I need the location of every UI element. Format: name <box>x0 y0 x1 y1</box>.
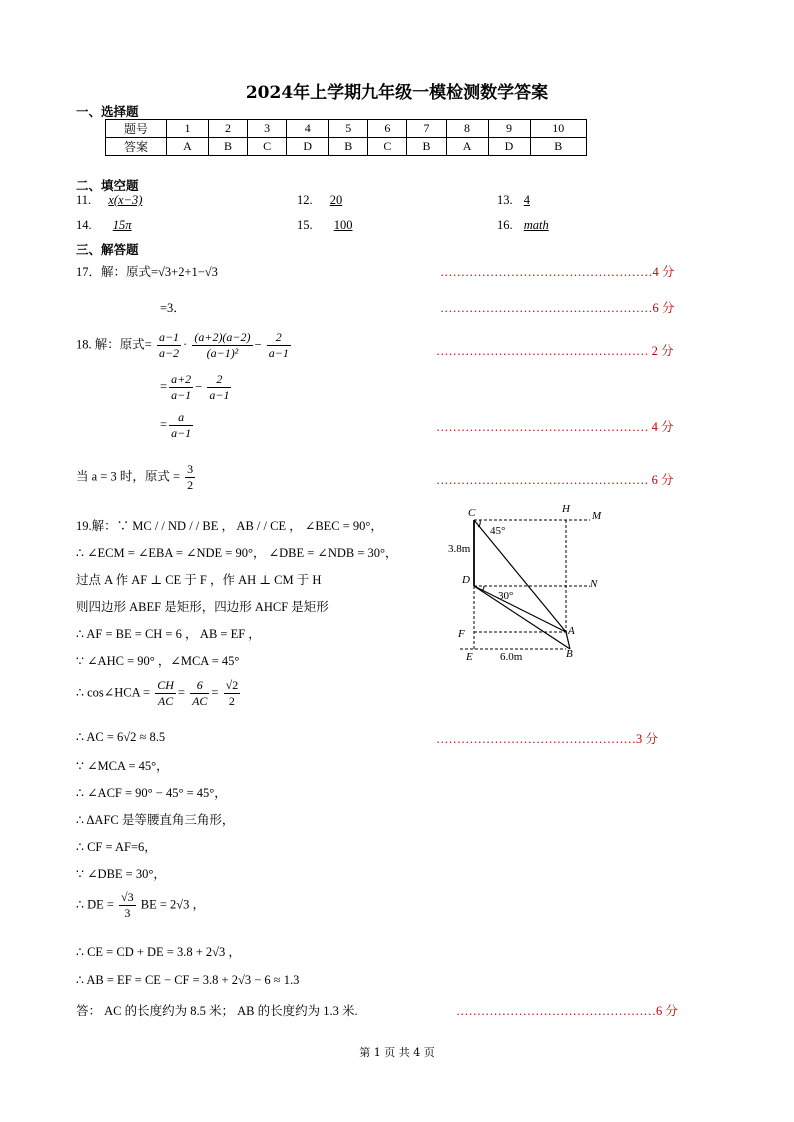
fraction: $\frac{6}{AC}$ <box>192 678 208 708</box>
q17-score-2: ……………………………………………6 分 <box>440 301 675 315</box>
table-cell: D <box>287 138 329 156</box>
fill-answer: x(x−3) <box>108 193 143 207</box>
segment-ca <box>474 520 566 632</box>
segment-da <box>474 586 566 632</box>
q19-line-4: 则四边形 ABEF 是矩形，四边形 AHCF 是矩形 <box>76 600 329 614</box>
label-b: B <box>566 648 573 660</box>
table-cell: 10 <box>530 120 587 138</box>
q19-line-8: ∴ AC = 6√2 ≈ 8.5 <box>76 730 166 744</box>
table-cell: 5 <box>329 120 368 138</box>
fill-item-14 <box>76 218 156 233</box>
section-choice-heading: 一、选择题 <box>76 104 139 119</box>
section-solve-heading: 三、解答题 <box>76 242 139 257</box>
q17-line-1: 17．解：原式=√3+2+1−√3 <box>76 265 218 279</box>
fill-item-11 <box>76 193 142 208</box>
q18-score-1: …………………………………………… 2 分 <box>436 344 674 358</box>
table-cell: B <box>208 138 247 156</box>
page-footer: 第 1 页 共 4 页 <box>359 1046 435 1059</box>
fill-number: 12. <box>297 193 313 207</box>
fill-answer: 15π <box>112 218 132 232</box>
q17-line-2: =3． <box>160 301 186 315</box>
table-cell: B <box>329 138 368 156</box>
q19-line-13: ∵ ∠DBE = 30°， <box>76 867 166 881</box>
table-cell: D <box>488 138 530 156</box>
fill-number: 16. <box>497 218 513 232</box>
label-a: A <box>568 625 575 637</box>
page-title: 2024年上学期九年级一模检测数学答案 <box>245 83 549 103</box>
q18-line-1: 18. 解：原式= $\frac{a-1}{a-2}$ · $\frac{(a+2)(a-2)}{\text{(a−1)²}}$ − $\frac{2}{a-1}$ <box>76 330 289 360</box>
length-label-cd: 3.8m <box>448 543 471 555</box>
fill-answer: 100 <box>333 218 353 232</box>
section-fill-heading: 二、填空题 <box>76 178 139 193</box>
length-label-eb: 6.0m <box>500 651 523 663</box>
table-cell: A <box>167 138 209 156</box>
table-cell: 3 <box>248 120 287 138</box>
fraction: $\frac{a+2}{a-1}$ <box>171 372 192 402</box>
q19-score-1: …………………………………………3 分 <box>436 732 658 746</box>
label-n: N <box>590 578 598 590</box>
fraction: $\frac{CH}{AC}$ <box>157 678 174 708</box>
label-f: F <box>458 628 465 640</box>
q19-score-2: …………………………………………6 分 <box>456 1004 678 1018</box>
table-cell: 8 <box>446 120 488 138</box>
geometry-figure <box>440 498 620 668</box>
fraction: $\frac{a}{a-1}$ <box>171 410 192 440</box>
q18-line-4: 当 a = 3 时，原式 = $\frac{3}{2}$ <box>76 462 194 492</box>
q19-line-7: ∴ cos∠HCA = $\frac{CH}{AC}$ = $\frac{6}{AC}$ = $\frac{√2}{2}$ <box>76 678 239 708</box>
table-cell: B <box>530 138 587 156</box>
q18-score-3: …………………………………………… 6 分 <box>436 473 674 487</box>
table-cell: 题号 <box>106 120 167 138</box>
fraction: $\frac{(a+2)(a-2)}{\text{(a−1)²}}$ <box>194 330 251 360</box>
q19-line-10: ∴ ∠ACF = 90° − 45° = 45°， <box>76 786 227 800</box>
fill-answer: math <box>523 218 549 232</box>
table-cell: 2 <box>208 120 247 138</box>
q19-line-5: ∴ AF = BE = CH = 6 ， AB = EF ， <box>76 627 261 641</box>
q19-line-14: ∴ DE = $\frac{√3}{3}$ BE = 2√3 ， <box>76 890 206 920</box>
table-cell: B <box>407 138 446 156</box>
q19-line-16: ∴ AB = EF = CE − CF = 3.8 + 2√3 − 6 ≈ 1.3 <box>76 973 300 987</box>
fraction: $\frac{√3}{3}$ <box>121 890 134 920</box>
fill-answer: 20 <box>329 193 343 207</box>
q18-score-2: …………………………………………… 4 分 <box>436 420 674 434</box>
table-cell: C <box>368 138 407 156</box>
table-row <box>106 120 587 138</box>
q19-line-6: ∵ ∠AHC = 90° ，∠MCA = 45° <box>76 654 240 668</box>
table-cell: 6 <box>368 120 407 138</box>
label-d: D <box>462 574 470 586</box>
fill-item-12 <box>297 193 342 208</box>
fill-answer: 4 <box>523 193 530 207</box>
table-cell: 答案 <box>106 138 167 156</box>
q19-line-2: ∴ ∠ECM = ∠EBA = ∠NDE = 90°， ∠DBE = ∠NDB = 30°， <box>76 546 398 560</box>
q18-line-2: = $\frac{a+2}{a-1}$ − $\frac{2}{a-1}$ <box>160 372 230 402</box>
angle-label-30: 30° <box>498 590 514 602</box>
fill-number: 15. <box>297 218 313 232</box>
q19-line-3: 过点 A 作 AF ⊥ CE 于 F ，作 AH ⊥ CM 于 H <box>76 573 322 587</box>
q19-line-1: 19.解：∵ MC / / ND / / BE ， AB / / CE ， ∠BEC = 90°， <box>76 519 383 533</box>
table-cell: 1 <box>167 120 209 138</box>
table-row <box>106 138 587 156</box>
q17-score-1: ……………………………………………4 分 <box>440 265 675 279</box>
label-e: E <box>466 651 473 663</box>
q19-line-11: ∴ ΔAFC 是等腰直角三角形， <box>76 813 235 827</box>
q18-line-3: = $\frac{a}{a-1}$ <box>160 410 192 440</box>
table-cell: A <box>446 138 488 156</box>
fill-item-13 <box>497 193 540 208</box>
fill-number: 14. <box>76 218 92 232</box>
segment-db <box>474 586 570 649</box>
table-cell: 9 <box>488 120 530 138</box>
table-cell: 4 <box>287 120 329 138</box>
table-cell: C <box>248 138 287 156</box>
answer-table <box>105 119 587 156</box>
q19-line-15: ∴ CE = CD + DE = 3.8 + 2√3 ， <box>76 945 241 959</box>
angle-label-45: 45° <box>490 525 506 537</box>
fill-number: 11. <box>76 193 92 207</box>
table-cell: 7 <box>407 120 446 138</box>
fraction: $\frac{2}{a-1}$ <box>268 330 289 360</box>
label-m: M <box>592 510 602 522</box>
q19-line-9: ∵ ∠MCA = 45°， <box>76 759 169 773</box>
fill-item-15 <box>297 218 357 233</box>
q19-answer: 答： AC 的长度约为 8.5 米； AB 的长度约为 1.3 米. <box>76 1004 358 1018</box>
fraction: $\frac{3}{2}$ <box>187 462 194 492</box>
fraction: $\frac{2}{a-1}$ <box>209 372 230 402</box>
fraction: $\frac{a-1}{a-2}$ <box>158 330 180 360</box>
q18-prefix: 18. 解：原式= <box>76 337 152 352</box>
label-h: H <box>562 503 570 515</box>
fraction: $\frac{√2}{2}$ <box>225 678 239 708</box>
fill-number: 13. <box>497 193 513 207</box>
label-c: C <box>468 507 476 519</box>
q19-line-12: ∴ CF = AF=6， <box>76 840 157 854</box>
fill-item-16 <box>497 218 549 233</box>
